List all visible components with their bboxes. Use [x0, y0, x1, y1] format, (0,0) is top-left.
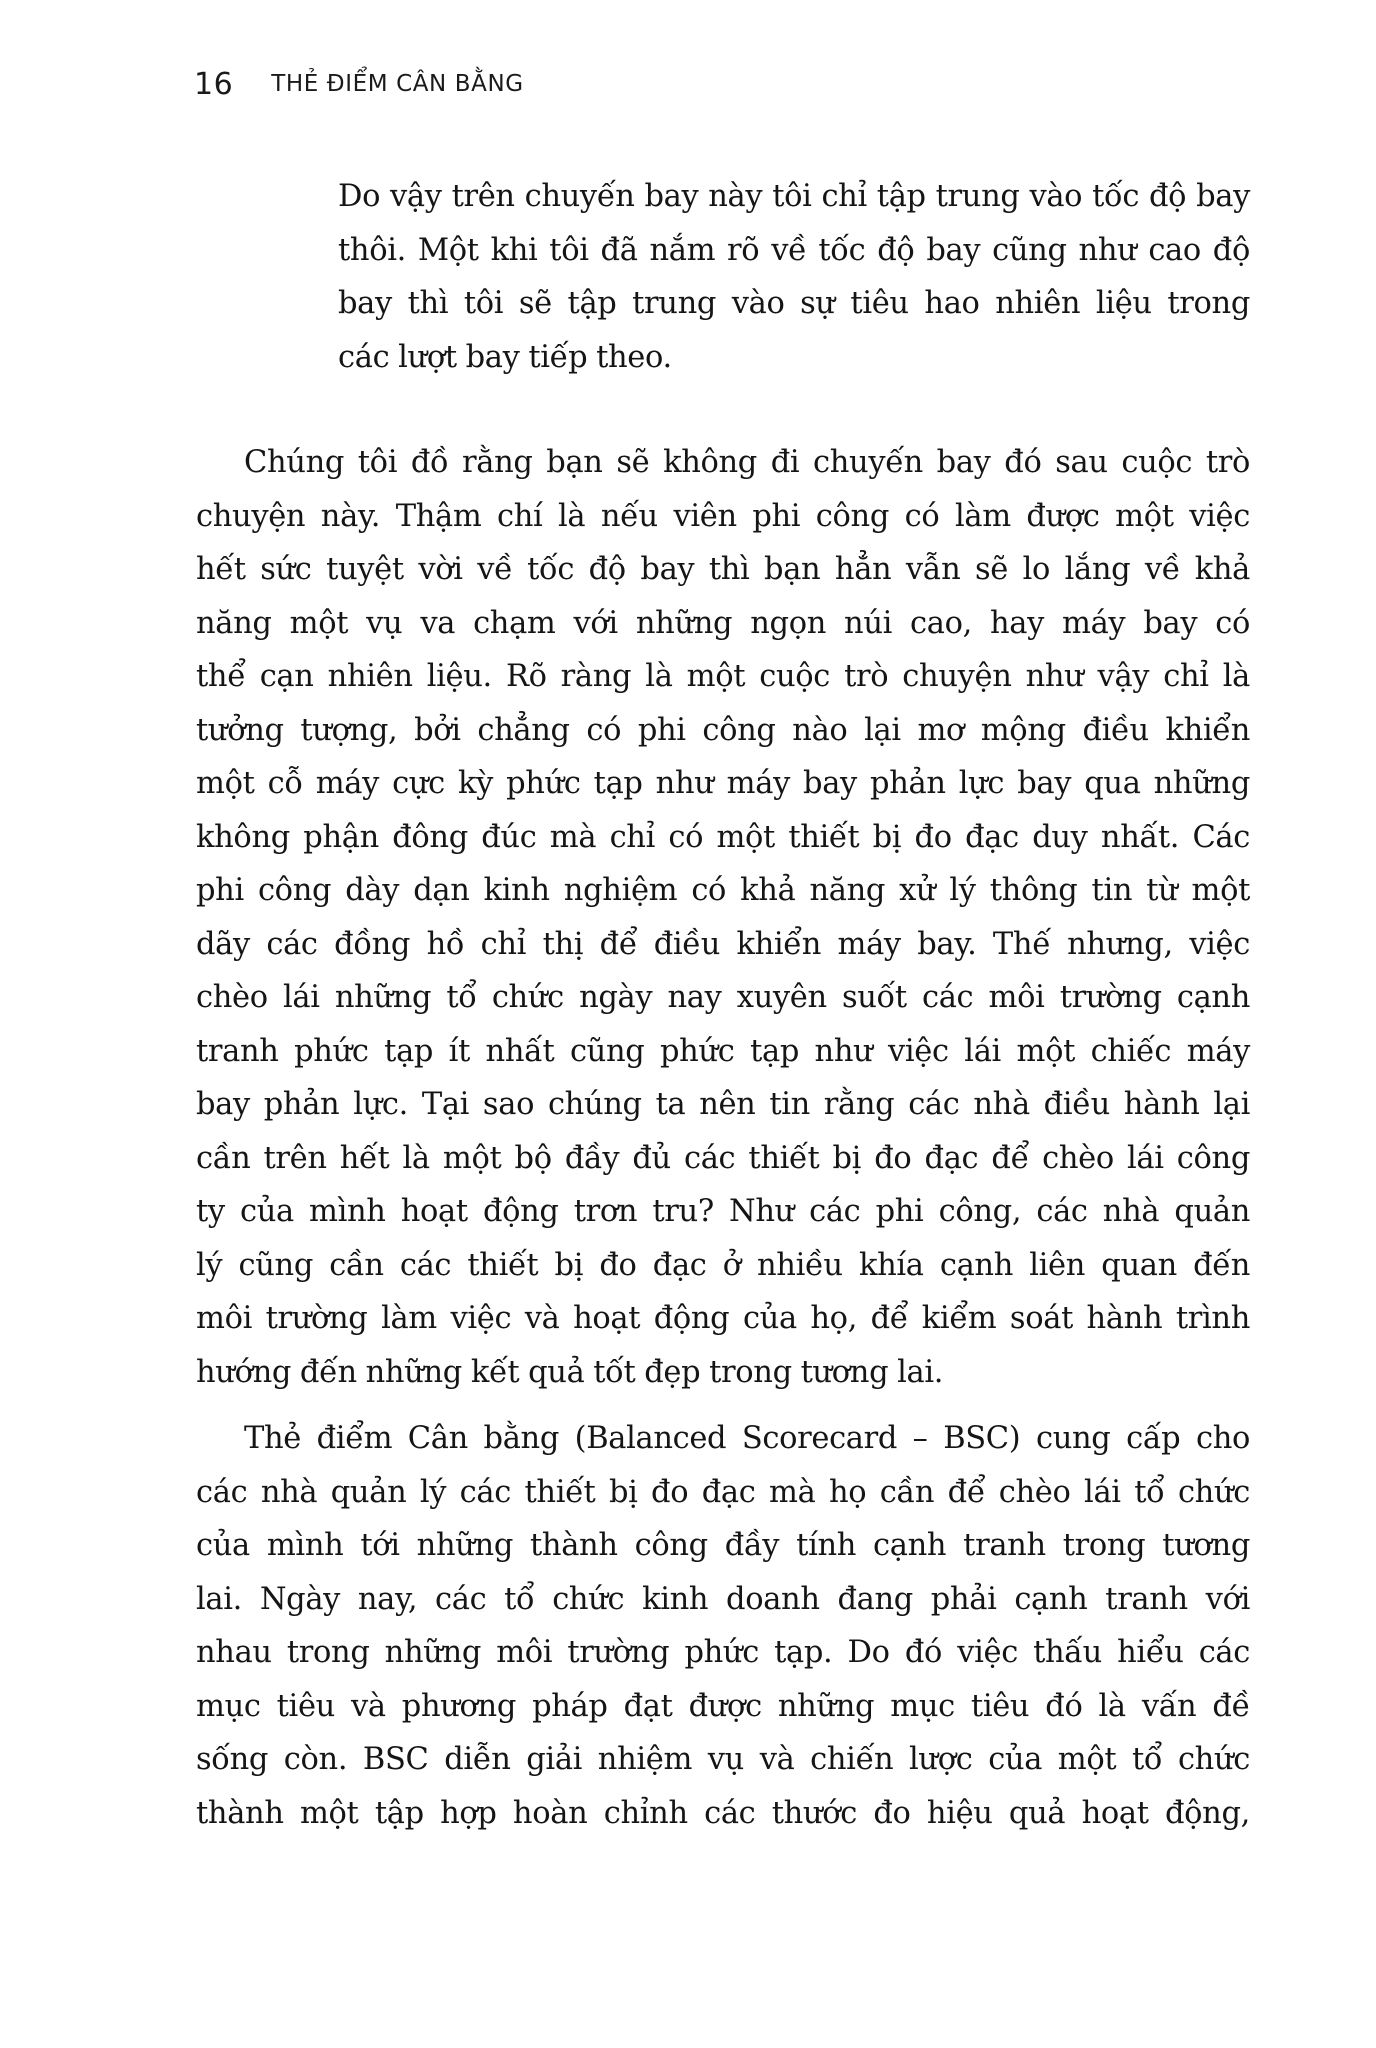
running-title: THẺ ĐIỂM CÂN BẰNG	[271, 71, 524, 97]
paragraph-line: hết sức tuyệt vời về tốc độ bay thì bạn hẳn vẫn sẽ lo lắng về khả	[196, 552, 1250, 587]
paragraph-line: không phận đông đúc mà chỉ có một thiết bị đo đạc duy nhất. Các	[196, 819, 1250, 855]
body-paragraph	[196, 436, 1250, 1399]
pilot-quote	[338, 170, 1250, 384]
paragraph-line: Thẻ điểm Cân bằng (Balanced Scorecard – BSC) cung cấp cho	[244, 1421, 1250, 1456]
paragraph-line: chuyện này. Thậm chí là nếu viên phi công có làm được một việc	[196, 498, 1250, 534]
paragraph-line: mục tiêu và phương pháp đạt được những mục tiêu đó là vấn đề	[196, 1688, 1250, 1724]
paragraph-line: tranh phức tạp ít nhất cũng phức tạp như việc lái một chiếc máy	[196, 1033, 1250, 1069]
paragraph-line: sống còn. BSC diễn giải nhiệm vụ và chiến lược của một tổ chức	[196, 1742, 1250, 1777]
paragraph-line: chèo lái những tổ chức ngày nay xuyên suốt các môi trường cạnh	[196, 980, 1250, 1015]
paragraph-line: thành một tập hợp hoàn chỉnh các thước đo hiệu quả hoạt động,	[196, 1795, 1250, 1831]
quote-line: Do vậy trên chuyến bay này tôi chỉ tập trung vào tốc độ bay	[338, 179, 1250, 214]
paragraph-line: lai. Ngày nay, các tổ chức kinh doanh đang phải cạnh tranh với	[196, 1581, 1250, 1617]
paragraph-line: của mình tới những thành công đầy tính cạnh tranh trong tương	[196, 1528, 1250, 1563]
paragraph-line: môi trường làm việc và hoạt động của họ, để kiểm soát hành trình	[196, 1301, 1250, 1336]
paragraph-line: hướng đến những kết quả tốt đẹp trong tương lai.	[196, 1354, 944, 1390]
paragraph-line: năng một vụ va chạm với những ngọn núi cao, hay máy bay có	[196, 605, 1250, 641]
paragraph-line: phi công dày dạn kinh nghiệm có khả năng xử lý thông tin từ một	[196, 873, 1250, 908]
quote-line: các lượt bay tiếp theo.	[338, 339, 672, 375]
paragraph-line: thể cạn nhiên liệu. Rõ ràng là một cuộc trò chuyện như vậy chỉ là	[196, 659, 1250, 694]
paragraph-line: Chúng tôi đồ rằng bạn sẽ không đi chuyến bay đó sau cuộc trò	[244, 445, 1250, 480]
paragraph-line: cần trên hết là một bộ đầy đủ các thiết bị đo đạc để chèo lái công	[196, 1140, 1250, 1176]
paragraph-line: lý cũng cần các thiết bị đo đạc ở nhiều khía cạnh liên quan đến	[196, 1247, 1250, 1283]
page-number: 16	[194, 66, 234, 102]
paragraph-line: tưởng tượng, bởi chẳng có phi công nào lại mơ mộng điều khiển	[196, 712, 1250, 748]
running-head	[194, 62, 524, 106]
paragraph-line: bay phản lực. Tại sao chúng ta nên tin rằng các nhà điều hành lại	[196, 1087, 1250, 1122]
paragraph-line: một cỗ máy cực kỳ phức tạp như máy bay phản lực bay qua những	[196, 766, 1250, 801]
paragraph-line: các nhà quản lý các thiết bị đo đạc mà họ cần để chèo lái tổ chức	[196, 1474, 1250, 1510]
paragraph-line: ty của mình hoạt động trơn tru? Như các phi công, các nhà quản	[196, 1194, 1250, 1229]
paragraph-line: dãy các đồng hồ chỉ thị để điều khiển máy bay. Thế nhưng, việc	[196, 926, 1250, 962]
quote-line: bay thì tôi sẽ tập trung vào sự tiêu hao nhiên liệu trong	[338, 286, 1250, 321]
quote-line: thôi. Một khi tôi đã nắm rõ về tốc độ bay cũng như cao độ	[338, 232, 1250, 268]
body-paragraph	[196, 1412, 1250, 1840]
paragraph-line: nhau trong những môi trường phức tạp. Do đó việc thấu hiểu các	[196, 1635, 1250, 1670]
